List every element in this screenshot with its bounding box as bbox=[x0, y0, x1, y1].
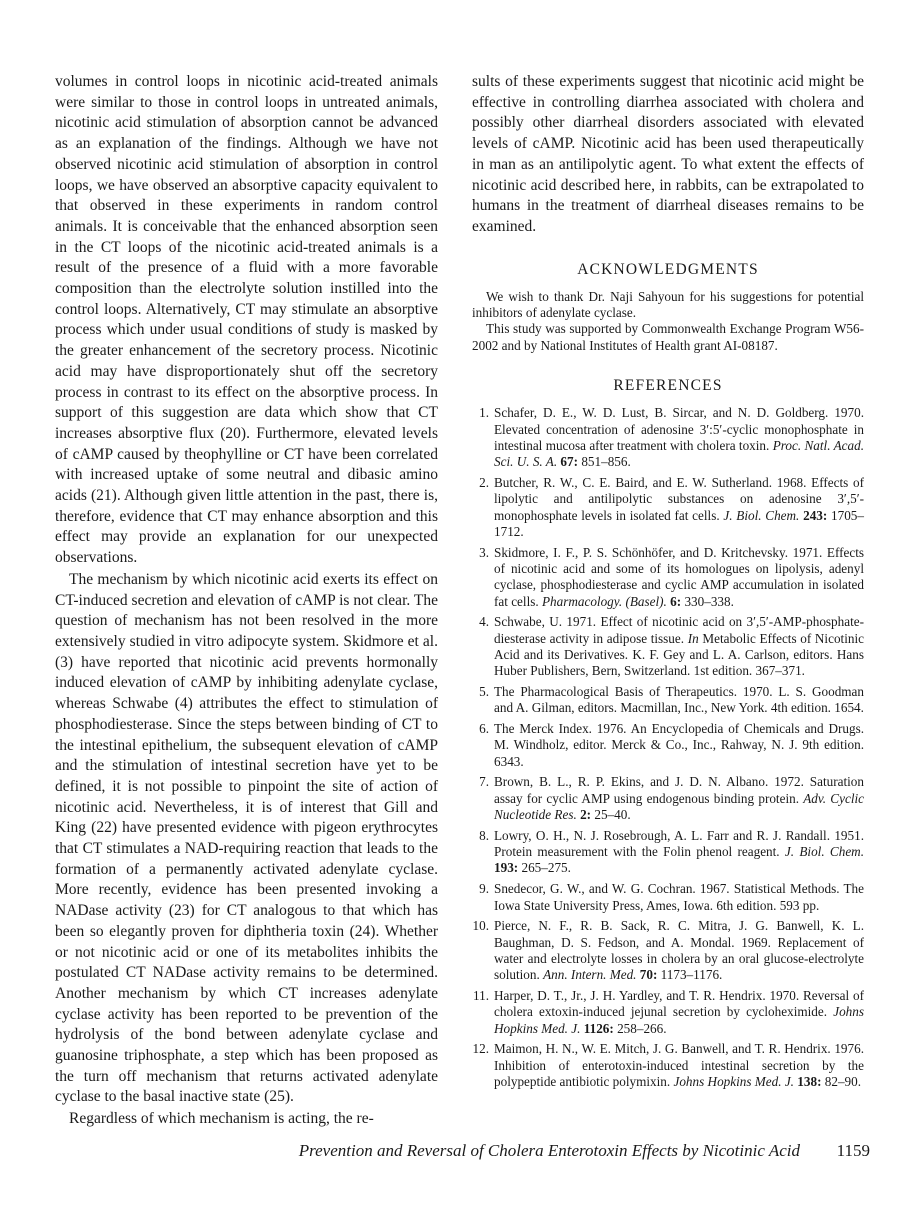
reference-item bbox=[472, 918, 864, 983]
reference-number: 8. bbox=[479, 827, 489, 843]
reference-volume: 6: bbox=[666, 593, 682, 609]
reference-pages: Metabolic Effects of Nicotinic Acid and its Derivatives. K. F. Gey and L. A. Carlson, editors. Hans Huber Publishers, Bern, Switzerland. 1st edition. 367–371. bbox=[494, 630, 864, 679]
reference-text: Lowry, O. H., N. J. Rosebrough, A. L. Farr and R. J. Randall. 1951. Protein measurement with the Folin phenol reagent. bbox=[494, 827, 864, 860]
reference-text: The Pharmacological Basis of Therapeutics. 1970. L. S. Goodman and A. Gilman, editors. Macmillan, Inc., New York. 4th edition. 1654. bbox=[494, 684, 864, 716]
left-column bbox=[55, 72, 438, 1130]
reference-pages: 258–266. bbox=[613, 1020, 667, 1036]
reference-number: 5. bbox=[479, 684, 489, 699]
reference-text: Brown, B. L., R. P. Ekins, and J. D. N. Albano. 1972. Saturation assay for cyclic AMP using endogenous binding protein. bbox=[494, 774, 864, 806]
reference-pages: 330–338. bbox=[681, 593, 734, 609]
reference-journal: Johns Hopkins Med. J. bbox=[673, 1074, 794, 1090]
reference-item bbox=[472, 881, 864, 914]
reference-journal: Ann. Intern. Med. bbox=[543, 967, 637, 983]
reference-journal: J. Biol. Chem. bbox=[723, 507, 800, 523]
reference-item bbox=[472, 405, 864, 470]
reference-text: Skidmore, I. F., P. S. Schönhöfer, and D. Kritchevsky. 1971. Effects of nicotinic acid and some of its homologues on lipolysis, adenyl cyclase, phosphodiesterase and cyclic AMP accumulation in isolated fat cells. bbox=[494, 544, 864, 609]
reference-number: 10. bbox=[472, 918, 489, 934]
reference-volume: 67: bbox=[557, 454, 579, 470]
acknowledgments-paragraph-1: We wish to thank Dr. Naji Sahyoun for his suggestions for potential inhibitors of adenylate cyclase. bbox=[472, 288, 864, 321]
reference-volume: 70: bbox=[636, 967, 658, 983]
reference-pages: 265–275. bbox=[518, 860, 571, 876]
reference-item bbox=[472, 545, 864, 610]
reference-number: 11. bbox=[473, 988, 489, 1004]
reference-number: 9. bbox=[479, 881, 489, 897]
reference-item bbox=[472, 988, 864, 1037]
reference-text: The Merck Index. 1976. An Encyclopedia of Chemicals and Drugs. M. Windholz, editor. Merck & Co., Inc., Rahway, N. J. 9th edition. 6343. bbox=[494, 721, 864, 769]
reference-volume: 243: bbox=[799, 507, 828, 523]
right-column bbox=[472, 72, 864, 1095]
reference-volume: 2: bbox=[576, 807, 592, 823]
reference-number: 6. bbox=[479, 721, 489, 737]
reference-journal: J. Biol. Chem. bbox=[784, 844, 864, 860]
body-paragraph-1: volumes in control loops in nicotinic acid-treated animals were similar to those in control loops in untreated animals, nicotinic acid stimulation of absorption cannot be advanced as an explanation of the findings. Although we have not observed nicotinic acid stimulation of absorption in control loops, we have observed an absorptive capacity equivalent to that observed in these experiments in random control animals. It is conceivable that the enhanced absorption seen in the CT loops of the nicotinic acid-treated animals is a result of the presence of a fluid with a more favorable composition than the electrolyte solution instilled into the control loops. Alternatively, CT may stimulate an absorptive process which under usual conditions of study is masked by the greater enhancement of the secretory process. Nicotinic acid may have disproportionately shut off the secretory process in contrast to its effect on the absorptive process. In support of this suggestion are data which show that CT increases absorptive flux (20). Furthermore, elevated levels of cAMP caused by theophylline or CT have been correlated with increased uptake of some neutral and dibasic amino acids (21). Although given little attention in the past, there is, therefore, evidence that CT may enhance absorption and this effect may provide an explanation for our unexpected observations. bbox=[55, 73, 438, 567]
reference-text: Butcher, R. W., C. E. Baird, and E. W. Sutherland. 1968. Effects of lipolytic and antilipolytic substances on adenosine 3′,5′-monophosphate levels in isolated fat cells. bbox=[494, 474, 864, 523]
reference-pages: 1705–1712. bbox=[494, 507, 864, 539]
reference-volume: 1126: bbox=[580, 1020, 614, 1036]
reference-journal: Adv. Cyclic Nucleotide Res. bbox=[494, 790, 864, 823]
reference-item bbox=[472, 828, 864, 877]
reference-text: Snedecor, G. W., and W. G. Cochran. 1967. Statistical Methods. The Iowa State University Press, Ames, Iowa. 6th edition. 593 pp. bbox=[494, 881, 864, 913]
reference-volume: 138: bbox=[793, 1074, 822, 1090]
reference-text: Schafer, D. E., W. D. Lust, B. Sircar, and N. D. Goldberg. 1970. Elevated concentration of adenosine 3′:5′-cyclic monophosphate in intestinal mucosa after treatment with cholera toxin. bbox=[494, 405, 864, 453]
reference-text: Pierce, N. F., R. B. Sack, R. C. Mitra, J. G. Banwell, K. L. Baughman, D. S. Fedson, and A. Mondal. 1969. Replacement of water and electrolyte losses in cholera by an oral glucose-electrolyte solution. bbox=[494, 918, 864, 983]
reference-item bbox=[472, 684, 864, 717]
body-paragraph-continuation: sults of these experiments suggest that nicotinic acid might be effective in controlling diarrhea associated with cholera and possibly other diarrheal disorders associated with elevated levels of cAMP. Nicotinic acid has been used therapeutically in man as an antilipolytic agent. To what extent the effects of nicotinic acid described here, in rabbits, can be extrapolated to humans in the treatment of diarrheal diseases remains to be examined. bbox=[472, 73, 864, 235]
reference-journal: Johns Hopkins Med. J. bbox=[494, 1004, 864, 1036]
reference-list bbox=[472, 405, 864, 1090]
reference-journal: Proc. Natl. Acad. Sci. U. S. A. bbox=[494, 437, 864, 470]
reference-item bbox=[472, 1041, 864, 1090]
reference-number: 1. bbox=[479, 405, 489, 421]
reference-number: 12. bbox=[472, 1041, 489, 1057]
references-heading: REFERENCES bbox=[613, 377, 723, 395]
reference-item bbox=[472, 614, 864, 679]
reference-number: 2. bbox=[479, 474, 489, 490]
reference-volume: 193: bbox=[494, 860, 519, 876]
reference-number: 3. bbox=[479, 544, 489, 560]
running-title: Prevention and Reversal of Cholera Enterotoxin Effects by Nicotinic Acid bbox=[298, 1141, 800, 1160]
reference-item bbox=[472, 721, 864, 770]
reference-pages: 851–856. bbox=[578, 454, 631, 470]
reference-text: Maimon, H. N., W. E. Mitch, J. G. Banwell, and T. R. Hendrix. 1976. Inhibition of enterotoxin-induced intestinal secretion by the polypeptide antibiotic polymixin. bbox=[494, 1041, 864, 1090]
reference-number: 4. bbox=[479, 614, 489, 630]
acknowledgments-heading: ACKNOWLEDGMENTS bbox=[577, 260, 759, 278]
reference-pages: 25–40. bbox=[591, 807, 631, 823]
reference-pages: 82–90. bbox=[821, 1074, 862, 1090]
reference-item bbox=[472, 774, 864, 823]
reference-text: Schwabe, U. 1971. Effect of nicotinic acid on 3′,5′-AMP-phosphate-diesterase activity in adipose tissue. bbox=[494, 614, 864, 646]
reference-journal: In bbox=[687, 630, 699, 646]
page-number: 1159 bbox=[836, 1141, 870, 1160]
reference-pages: 1173–1176. bbox=[657, 967, 723, 983]
body-paragraph-2: The mechanism by which nicotinic acid exerts its effect on CT-induced secretion and elevation of cAMP is not clear. The question of mechanism has not been resolved in the more extensively studied in vitro adipocyte system. Skidmore et al. (3) have reported that nicotinic acid prevents hormonally induced elevation of cAMP by inhibiting adenylate cyclase, whereas Schwabe (4) attributes the effect to stimulation of phosphodiesterase. Since the steps between binding of CT to the intestinal epithelium, the subsequent elevation of cAMP and the stimulation of intestinal secretion have yet to be defined, it is not possible to pinpoint the site of action of nicotinic acid. Nevertheless, it is of interest that Gill and King (22) have presented evidence with pigeon erythrocytes that CT stimulates a NAD-requiring reaction that leads to the formation of a permanently activated adenylate cyclase. More recently, evidence has been presented invoking a NADase activity (23) for CT analogous to that which has been so elegantly proven for diphtheria toxin (24). Whether or not nicotinic acid or one of its metabolites inhibits the postulated CT NADase activity remains to be determined. Another mechanism by which CT increases adenylate cyclase activity has been reported to be prevention of the hydrolysis of the bond between adenylate cyclase and guanosine triphosphate, a step which has been proposed as the turn off mechanism that returns activated adenylate cyclase to the basal inactive state (25). bbox=[55, 570, 438, 1106]
acknowledgments-paragraph-2: This study was supported by Commonwealth Exchange Program W56-2002 and by National Institutes of Health grant AI-08187. bbox=[472, 321, 864, 353]
reference-item bbox=[472, 475, 864, 540]
reference-text: Harper, D. T., Jr., J. H. Yardley, and T. R. Hendrix. 1970. Reversal of cholera extoxin-induced jejunal secretion by cycloheximide. bbox=[494, 988, 864, 1020]
body-paragraph-3: Regardless of which mechanism is acting, the re- bbox=[69, 1110, 374, 1128]
reference-number: 7. bbox=[479, 774, 489, 790]
reference-journal: Pharmacology. (Basel). bbox=[541, 593, 667, 609]
